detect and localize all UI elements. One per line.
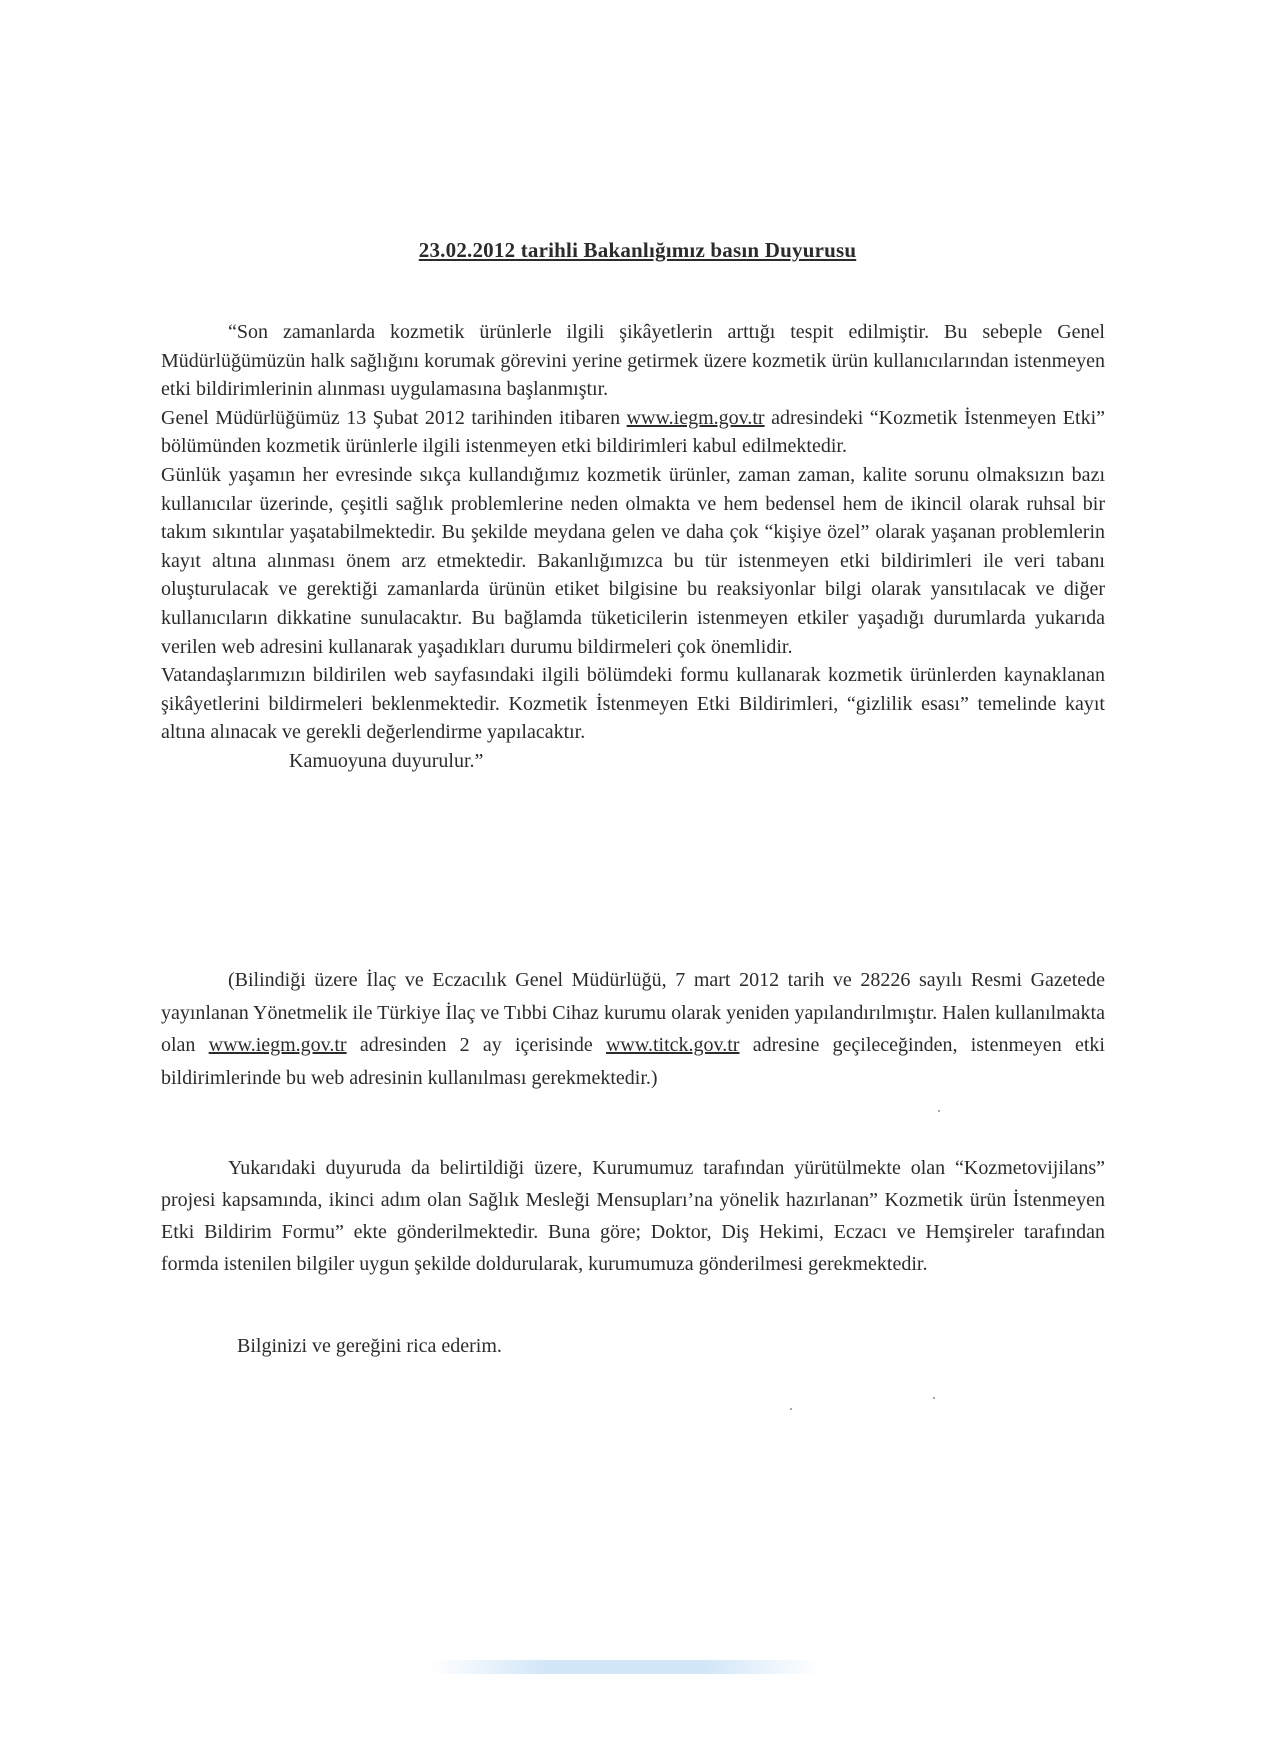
iegm-link[interactable]: www.iegm.gov.tr xyxy=(626,406,765,429)
press-announcement xyxy=(161,318,1105,776)
main-body xyxy=(161,1152,1105,1280)
announcement-paragraph-1: “Son zamanlarda kozmetik ürünlerle ilgili şikâyetlerin arttığı tespit edilmiştir. Bu sebeple Genel Müdürlüğümüzün halk sağlığını korumak görevini yerine getirmek üzere kozmetik ürün kullanıcılarından istenmeyen etki bildirimlerinin alınması uygulamasına başlanmıştır. xyxy=(161,321,1105,401)
note-text-3: adresine geçileceğinden, istenmeyen etki bildirimlerinde bu web adresinin kullanılması gerekmektedir.) xyxy=(161,1034,1105,1089)
iegm-link-2[interactable]: www.iegm.gov.tr xyxy=(208,1034,347,1056)
restructuring-note xyxy=(161,964,1105,1094)
scan-speck xyxy=(790,1408,792,1410)
announcement-closing: Kamuoyuna duyurulur.” xyxy=(289,749,484,772)
scan-artifact xyxy=(430,1660,820,1674)
scan-speck xyxy=(933,1397,935,1399)
note-paragraph xyxy=(161,964,1105,1094)
closing-line: Bilginizi ve gereğini rica ederim. xyxy=(237,1335,502,1357)
announcement-paragraph-2-start: Genel Müdürlüğümüz 13 Şubat 2012 tarihinden itibaren xyxy=(161,406,627,429)
note-text-1: (Bilindiği üzere İlaç ve Eczacılık Genel Müdürlüğü, 7 mart 2012 tarih ve 28226 sayılı Resmi Gazetede yayınlanan Yönetmelik ile Türkiye İlaç ve Tıbbi Cihaz kurumu olarak yeniden yapılandırılmıştır. Halen kullanılmakta olan xyxy=(161,969,1105,1056)
document-title: 23.02.2012 tarihli Bakanlığımız basın Duyurusu xyxy=(418,238,857,262)
announcement-paragraph-2-end: adresindeki “Kozmetik İstenmeyen Etki” bölümünden kozmetik ürünlerle ilgili istenmeyen etki bildirimleri kabul edilmektedir. xyxy=(161,406,1105,458)
note-text-2: adresinden 2 ay içerisinde xyxy=(346,1034,606,1056)
titck-link[interactable]: www.titck.gov.tr xyxy=(605,1034,740,1056)
scan-speck xyxy=(938,1110,940,1112)
body-paragraph: Yukarıdaki duyuruda da belirtildiği üzere, Kurumumuz tarafından yürütülmekte olan “Kozmetovijilans” projesi kapsamında, ikinci adım olan Sağlık Mesleği Mensupları’na yönelik hazırlanan” Kozmetik ürün İstenmeyen Etki Bildirim Formu” ekte gönderilmektedir. Buna göre; Doktor, Diş Hekimi, Eczacı ve Hemşireler tarafından formda istenilen bilgiler uygun şekilde doldurularak, kurumumuza gönderilmesi gerekmektedir. xyxy=(161,1157,1105,1275)
announcement-paragraph-3: Günlük yaşamın her evresinde sıkça kullandığımız kozmetik ürünler, zaman zaman, kalite sorunu olmaksızın bazı kullanıcılar üzerinde, çeşitli sağlık problemlerine neden olmakta ve hem bedensel hem de ikincil olarak ruhsal bir takım sıkıntılar yaşatabilmektedir. Bu şekilde meydana gelen ve daha çok “kişiye özel” olarak yaşanan problemlerin kayıt altına alınması önem arz etmektedir. Bakanlığımızca bu tür istenmeyen etki bildirimleri ile veri tabanı oluşturulacak ve gerektiği zamanlarda ürünün etiket bilgisine bu reaksiyonlar bilgi olarak yansıtılacak ve diğer kullanıcıların dikkatine sunulacaktır. Bu bağlamda tüketicilerin istenmeyen etkiler yaşadığı durumlarda yukarıda verilen web adresini kullanarak yaşadıkları durumu bildirmeleri çok önemlidir. xyxy=(161,463,1105,658)
announcement-paragraph-2 xyxy=(161,404,1105,461)
announcement-paragraph-4: Vatandaşlarımızın bildirilen web sayfasındaki ilgili bölümdeki formu kullanarak kozmetik ürünlerden kaynaklanan şikâyetlerini bildirmeleri beklenmektedir. Kozmetik İstenmeyen Etki Bildirimleri, “gizlilik esası” temelinde kayıt altına alınacak ve gerekli değerlendirme yapılacaktır. xyxy=(161,664,1105,744)
